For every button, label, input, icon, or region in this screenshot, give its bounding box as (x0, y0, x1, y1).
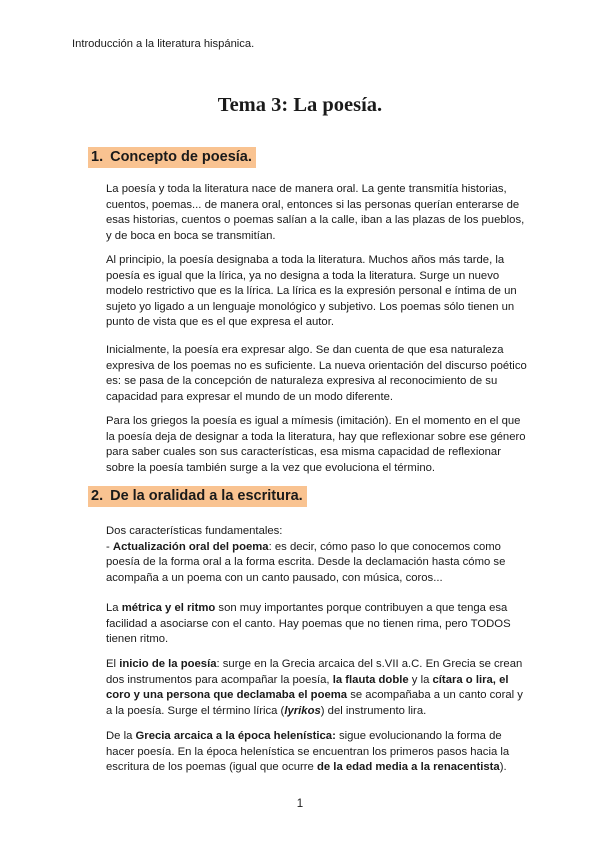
section-2-heading (88, 486, 307, 507)
section-2-intro: Dos características fundamentales: - Actualización oral del poema: es decir, cómo paso lo que conocemos como poesía de la forma oral a la forma escrita. Desde la declamación hasta cómo se acompaña a un poema con un canto pausado, con música, coros... (106, 525, 506, 584)
term-metrica-ritmo: métrica y el ritmo (121, 602, 216, 614)
section-1-paragraph-1: La poesía y toda la literatura nace de manera oral. La gente transmitía historias, cuentos, poemas... de manera oral, entonces si las personas querían enterarse de esas historias, cuentos o poemas salían a la calle, iban a las plazas de los pueblos, y de boca en boca se transmitían. (106, 183, 525, 242)
section-2-paragraph-inicio: El inicio de la poesía: surge en la Grecia arcaica del s.VII a.C. En Grecia se crean dos instrumentos para acompañar la poesía, la flauta doble y la cítara o lira, el coro y una persona que declamaba el poema se acompañaba a un canto coral y a la poesía. Surge el término lírica (lyrikos) del instrumento lira. (106, 658, 523, 717)
term-lyrikos: lyrikos (284, 704, 321, 717)
section-1-title: Concepto de poesía. (110, 149, 252, 165)
page-number: 1 (296, 798, 304, 810)
term-inicio-poesia: inicio de la poesía (119, 658, 217, 670)
term-flauta-doble: la flauta doble (332, 673, 409, 686)
term-edad-media: de la edad media a la renacentista (316, 761, 500, 774)
section-1-number: 1. (91, 149, 104, 165)
section-1-paragraph-3: Inicialmente, la poesía era expresar algo. Se dan cuenta de que esa naturaleza expresiva de los poemas no es suficiente. La nueva orientación del discurso poético es: se pasa de la concepción de naturaleza expresiva al reconocimiento de su capacidad para expresar el mundo de un modo diferente. (106, 344, 527, 403)
running-header: Introducción a la literatura hispánica. (72, 38, 255, 50)
section-1-heading (88, 147, 256, 168)
section-2-paragraph-grecia: De la Grecia arcaica a la época helenística: sigue evolucionando la forma de hacer poesía. En la época helenística se encuentran los primeros pasos hacia la escritura de los poemas (igual que ocurre de la edad media a la renacentista). (106, 730, 510, 774)
section-2-title: De la oralidad a la escritura. (110, 488, 303, 504)
term-citara-lira: cítara o lira, el coro y una persona que declamaba el poema (106, 673, 509, 702)
section-1-paragraph-2: Al principio, la poesía designaba a toda la literatura. Muchos años más tarde, la poesía es igual que la lírica, ya no designa a toda la literatura. Surge un nuevo modelo restrictivo que es la lírica. La lírica es la expresión personal e íntima de un sujeto yo ligado a un lenguaje monológico y subjetivo. Los poemas sólo tienen un punto de vista que es el que expresa el autor. (106, 254, 517, 329)
document-title: Tema 3: La poesía. (217, 94, 383, 116)
section-2-paragraph-metrica: La métrica y el ritmo son muy importantes porque contribuyen a que tenga esa facilidad a asociarse con el canto. Hay poemas que no tienen rima, pero TODOS tienen ritmo. (106, 602, 511, 646)
section-2-number: 2. (91, 488, 104, 504)
term-actualizacion-oral: Actualización oral del poema (112, 540, 269, 553)
term-grecia-arcaica: Grecia arcaica a la época helenística: (135, 730, 336, 742)
section-1-paragraph-4: Para los griegos la poesía es igual a mímesis (imitación). En el momento en el que la poesía deja de designar a toda la literatura, hay que reflexionar sobre ese género para saber cuales son sus características, esa misma capacidad de reflexionar sobre la poesía también surge a la vez que evoluciona el término. (106, 415, 526, 474)
